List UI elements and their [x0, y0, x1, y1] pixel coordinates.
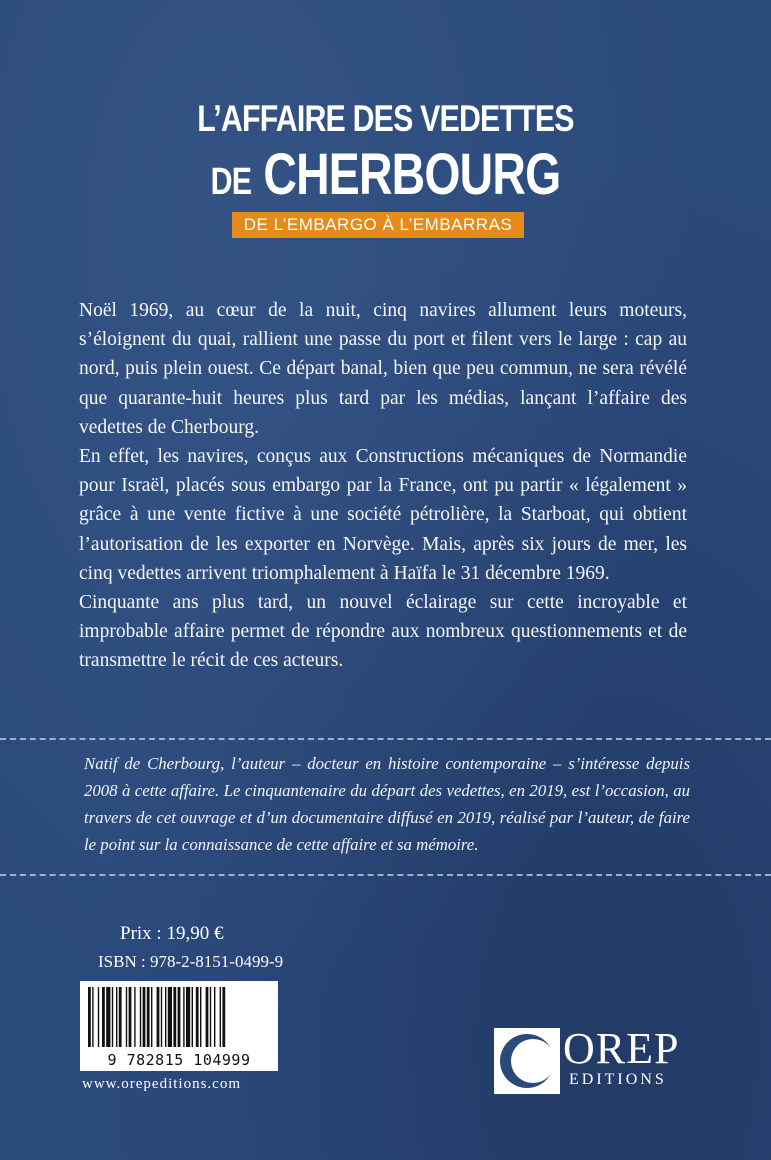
book-title-line2: [77, 142, 694, 215]
book-title-main: CHERBOURG: [263, 142, 561, 207]
book-title-line1: L’AFFAIRE DES VEDETTES: [197, 98, 574, 139]
summary-paragraph: Cinquante ans plus tard, un nouvel éclairage sur cette incroyable et improbable affaire permet de répondre aux nombreux questionnements et de transmettre le récit de ces acteurs.: [79, 592, 687, 672]
barcode: [80, 981, 278, 1071]
orep-circle-logo-icon: [494, 1028, 560, 1094]
summary-paragraph: Noël 1969, au cœur de la nuit, cinq navires allument leurs moteurs, s’éloignent du quai, rallient une passe du port et filent vers le large : cap au nord, puis plein ouest. Ce départ banal, bien que peu commun, ne sera révélé que quarante-huit heures plus tard par les médias, lançant l’affaire des vedettes de Cherbourg.: [79, 300, 687, 438]
divider-dashed-bottom: [0, 874, 771, 876]
publisher-sub: EDITIONS: [569, 1071, 667, 1088]
summary-paragraph: En effet, les navires, conçus aux Constructions mécaniques de Normandie pour Israël, placés sous embargo par la France, ont pu partir « légalement » grâce à une vente fictive à une société pétrolière, la Starboat, qui obtient l’autorisation de les exporter en Norvège. Mais, après six jours de mer, les cinq vedettes arrivent triomphalement à Haïfa le 31 décembre 1969.: [79, 446, 687, 584]
divider-dashed-top: [0, 738, 771, 740]
book-title-prefix: DE: [210, 161, 252, 203]
barcode-bars-icon: [80, 981, 278, 1053]
price-label: Prix : 19,90 €: [120, 923, 224, 944]
isbn-label: ISBN : 978-2-8151-0499-9: [98, 952, 284, 971]
barcode-digits: 9 782815 104999: [107, 1051, 251, 1069]
back-cover-summary: [79, 296, 687, 676]
book-subtitle-banner: DE L’EMBARGO À L’EMBARRAS: [232, 212, 524, 238]
website-url: www.orepeditions.com: [82, 1076, 241, 1092]
publisher-name: OREP: [563, 1024, 680, 1073]
author-bio: Natif de Cherbourg, l’auteur – docteur en histoire contemporaine – s’intéresse depuis 2008 à cette affaire. Le cinquantenaire du départ des vedettes, en 2019, est l’occasion, au travers de cet ouvrage et d’un documentaire diffusé en 2019, réalisé par l’auteur, de faire le point sur la connaissance de cette affaire et sa mémoire.: [84, 754, 690, 854]
